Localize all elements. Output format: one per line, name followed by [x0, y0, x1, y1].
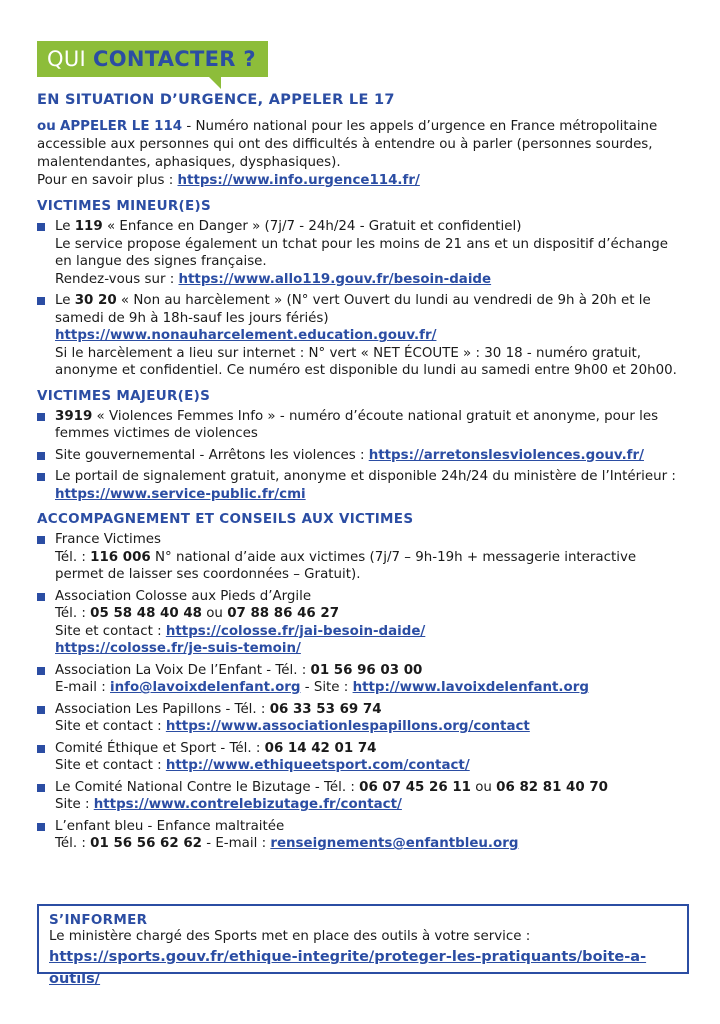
- ethique-link[interactable]: http://www.ethiqueetsport.com/contact/: [165, 758, 470, 773]
- speech-bubble-tail: [209, 77, 221, 89]
- bizutage-link[interactable]: https://www.contrelebizutage.fr/contact/: [93, 797, 402, 812]
- title-part-1: QUI: [47, 47, 86, 71]
- informer-text: Le ministère chargé des Sports met en place des outils à votre service :: [49, 929, 531, 944]
- phone-3919: 3919: [55, 408, 93, 424]
- section-accompagnement: [37, 511, 685, 853]
- voix-email-link[interactable]: info@lavoixdelenfant.org: [110, 680, 301, 695]
- boite-a-outils-link[interactable]: https://sports.gouv.fr/ethique-integrite/proteger-les-pratiquants/boite-a-outils/: [49, 949, 647, 987]
- informer-box: [37, 904, 689, 987]
- bullet-icon: [37, 223, 45, 231]
- enfantbleu-email-link[interactable]: renseignements@enfantbleu.org: [270, 836, 519, 851]
- list-item: 3919 « Violences Femmes Info » - numéro d’écoute national gratuit et anonyme, pour les femmes victimes de violences: [37, 408, 685, 443]
- bullet-icon: [37, 745, 45, 753]
- bullet-icon: [37, 297, 45, 305]
- content: [37, 92, 685, 857]
- title-part-2: CONTACTER ?: [93, 47, 256, 71]
- list-item: L’enfant bleu - Enfance maltraitée Tél. : 01 56 56 62 62 - E-mail : renseignements@enfantbleu.org: [37, 818, 685, 853]
- bullet-icon: [37, 784, 45, 792]
- bullet-icon: [37, 413, 45, 421]
- bullet-icon: [37, 536, 45, 544]
- list-item: Site gouvernemental - Arrêtons les violences : https://arretonslesviolences.gouv.fr/: [37, 447, 685, 465]
- majeurs-list: [37, 408, 685, 504]
- page-title-banner: [37, 41, 268, 77]
- urgence-paragraph: [37, 118, 685, 190]
- informer-heading: S’INFORMER: [49, 912, 148, 928]
- list-item: Le 119 « Enfance en Danger » (7j/7 - 24h/24 - Gratuit et confidentiel) Le service propose également un tchat pour les moins de 21 ans et un dispositif d’échange en langue des signes française. Rendez-vous sur : https://www.allo119.gouv.fr/besoin-daide: [37, 218, 685, 288]
- bullet-icon: [37, 593, 45, 601]
- urgence-text: - Numéro national pour les appels d’urgence en France métropolitaine accessible aux personnes qui ont des difficultés à entendre ou à parler (personnes sourdes, malentendantes, aphasiques, dysphasiques).: [37, 119, 658, 170]
- ou-label: ou: [37, 119, 56, 134]
- accompagnement-list: [37, 531, 685, 853]
- mineurs-heading: VICTIMES MINEUR(E)S: [37, 198, 212, 214]
- colosse-link-2[interactable]: https://colosse.fr/je-suis-temoin/: [55, 641, 301, 656]
- mineurs-list: [37, 218, 685, 380]
- list-item: Comité Éthique et Sport - Tél. : 06 14 42 01 74 Site et contact : http://www.ethiqueetsport.com/contact/: [37, 740, 685, 775]
- bullet-icon: [37, 823, 45, 831]
- list-item: Association Colosse aux Pieds d’Argile Tél. : 05 58 48 40 48 ou 07 88 86 46 27 Site et contact : https://colosse.fr/jai-besoin-daide/ https://colosse.fr/je-suis-temoin/: [37, 588, 685, 658]
- phone-3020: 30 20: [74, 293, 117, 308]
- nonauharcelement-link[interactable]: https://www.nonauharcelement.education.gouv.fr/: [55, 328, 437, 343]
- accompagnement-heading: ACCOMPAGNEMENT ET CONSEILS AUX VICTIMES: [37, 511, 414, 527]
- bullet-icon: [37, 667, 45, 675]
- arretons-link[interactable]: https://arretonslesviolences.gouv.fr/: [368, 447, 644, 463]
- list-item: Le Comité National Contre le Bizutage - Tél. : 06 07 45 26 11 ou 06 82 81 40 70 Site : https://www.contrelebizutage.fr/contact/: [37, 779, 685, 814]
- list-item: Association Les Papillons - Tél. : 06 33 53 69 74 Site et contact : https://www.associationlespapillons.org/contact: [37, 701, 685, 736]
- list-item: Le 30 20 « Non au harcèlement » (N° vert Ouvert du lundi au vendredi de 9h à 20h et le samedi de 9h à 18h-sauf les jours fériés) https://www.nonauharcelement.education.gouv.fr/ Si le harcèlement a lieu sur internet : N° vert « NET ÉCOUTE » : 30 18 - numéro gratuit, anonyme et confidentiel. Ce numéro est disponible du lundi au samedi entre 9h00 et 20h00.: [37, 292, 685, 380]
- list-item: France Victimes Tél. : 116 006 N° national d’aide aux victimes (7j/7 – 9h-19h + messagerie interactive permet de laisser ses coordonnées – Gratuit).: [37, 531, 685, 584]
- colosse-link-1[interactable]: https://colosse.fr/jai-besoin-daide/: [165, 623, 426, 639]
- urgence114-link[interactable]: https://www.info.urgence114.fr/: [177, 173, 420, 188]
- service-public-link[interactable]: https://www.service-public.fr/cmi: [55, 486, 306, 502]
- section-mineurs: [37, 198, 685, 380]
- bullet-icon: [37, 706, 45, 714]
- list-item: Association La Voix De l’Enfant - Tél. : 01 56 96 03 00 E-mail : info@lavoixdelenfant.org - Site : http://www.lavoixdelenfant.org: [37, 662, 685, 697]
- majeurs-heading: VICTIMES MAJEUR(E)S: [37, 387, 211, 404]
- papillons-link[interactable]: https://www.associationlespapillons.org/contact: [165, 719, 530, 734]
- appel-114-label: APPELER LE 114: [60, 119, 183, 134]
- allo119-link[interactable]: https://www.allo119.gouv.fr/besoin-daide: [178, 271, 492, 287]
- bullet-icon: [37, 452, 45, 460]
- urgence-heading: EN SITUATION D’URGENCE, APPELER LE 17: [37, 92, 395, 108]
- phone-119: 119: [74, 219, 103, 234]
- bullet-icon: [37, 473, 45, 481]
- voix-site-link[interactable]: http://www.lavoixdelenfant.org: [352, 680, 589, 695]
- section-majeurs: [37, 388, 685, 504]
- more-label: Pour en savoir plus :: [37, 173, 178, 188]
- list-item: Le portail de signalement gratuit, anonyme et disponible 24h/24 du ministère de l’Intérieur : https://www.service-public.fr/cmi: [37, 468, 685, 503]
